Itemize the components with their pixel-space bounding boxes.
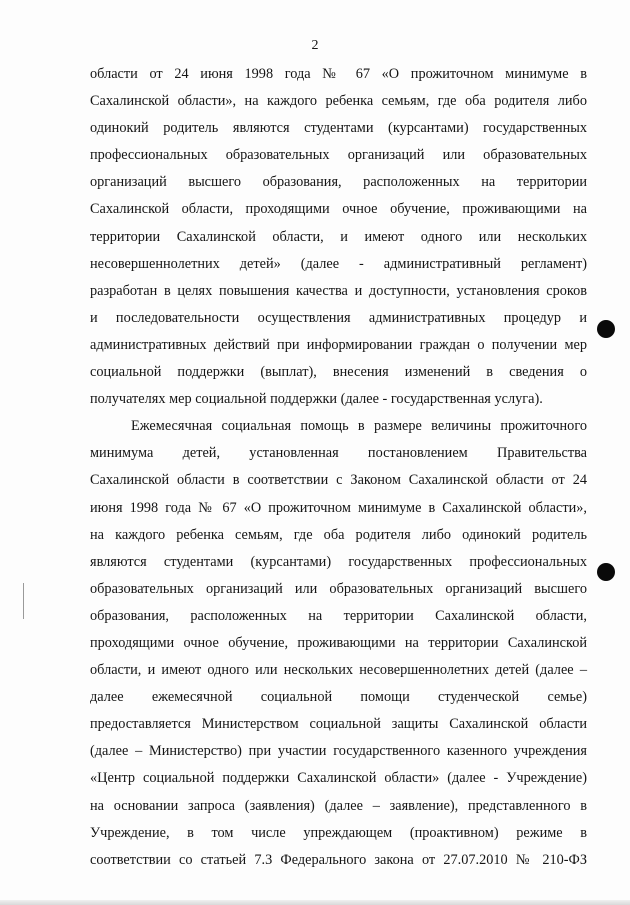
text-line: минимума детей, установленная постановлением Правительства xyxy=(90,445,587,462)
text-line: на каждого ребенка семьям, где оба родителя либо одинокий родитель xyxy=(90,526,587,543)
text-line: проходящими очное обучение, проживающими на территории Сахалинской xyxy=(90,634,587,651)
binder-hole-icon xyxy=(597,320,615,338)
text-line: июня 1998 года № 67 «О прожиточном минимуме в Сахалинской области», xyxy=(90,499,587,516)
text-line: соответствии со статьей 7.3 Федерального закона от 27.07.2010 № 210-ФЗ xyxy=(90,851,587,868)
text-line: области от 24 июня 1998 года № 67 «О прожиточном минимуме в xyxy=(90,66,587,82)
scan-mark xyxy=(23,583,24,619)
text-line: на основании запроса (заявления) (далее – заявление), представленного в xyxy=(90,797,587,814)
text-line: (далее – Министерство) при участии государственного казенного учреждения xyxy=(90,743,587,760)
text-line: одинокий родитель являются студентами (курсантами) государственных xyxy=(90,120,587,137)
text-line: административных действий при информировании граждан о получении мер xyxy=(90,336,587,353)
binder-hole-icon xyxy=(597,563,615,581)
text-line: и последовательности осуществления административных процедур и xyxy=(90,309,587,326)
text-line: разработан в целях повышения качества и доступности, установления сроков xyxy=(90,282,587,299)
text-line: профессиональных образовательных организаций или образовательных xyxy=(90,147,587,164)
text-line: Ежемесячная социальная помощь в размере величины прожиточного xyxy=(131,418,587,435)
text-line: Сахалинской области», на каждого ребенка семьям, где оба родителя либо xyxy=(90,93,587,110)
text-line: Сахалинской области, проходящими очное обучение, проживающими на xyxy=(90,201,587,218)
text-line: образования, расположенных на территории Сахалинской области, xyxy=(90,607,587,624)
text-line: социальной поддержки (выплат), внесения изменений в сведения о xyxy=(90,364,587,381)
text-line: предоставляется Министерством социальной защиты Сахалинской области xyxy=(90,716,587,733)
document-body xyxy=(90,61,587,874)
text-line: образовательных организаций или образовательных организаций высшего xyxy=(90,580,587,597)
text-line: «Центр социальной поддержки Сахалинской области» (далее - Учреждение) xyxy=(90,770,587,787)
scan-edge xyxy=(0,900,630,905)
text-line: далее ежемесячной социальной помощи студенческой семье) xyxy=(90,689,587,706)
text-line: Учреждение, в том числе упреждающем (проактивном) режиме в xyxy=(90,824,587,841)
text-line: области, и имеют одного или нескольких несовершеннолетних детей (далее – xyxy=(90,662,587,679)
text-line: организаций высшего образования, расположенных на территории xyxy=(90,174,587,191)
text-line: Сахалинской области в соответствии с Законом Сахалинской области от 24 xyxy=(90,472,587,489)
page-number: 2 xyxy=(311,38,319,53)
text-line: территории Сахалинской области, и имеют одного или нескольких xyxy=(90,228,587,245)
text-line: являются студентами (курсантами) государственных профессиональных xyxy=(90,553,587,570)
text-line: получателях мер социальной поддержки (далее - государственная услуга). xyxy=(90,391,543,408)
text-line: несовершеннолетних детей» (далее - административный регламент) xyxy=(90,255,587,272)
